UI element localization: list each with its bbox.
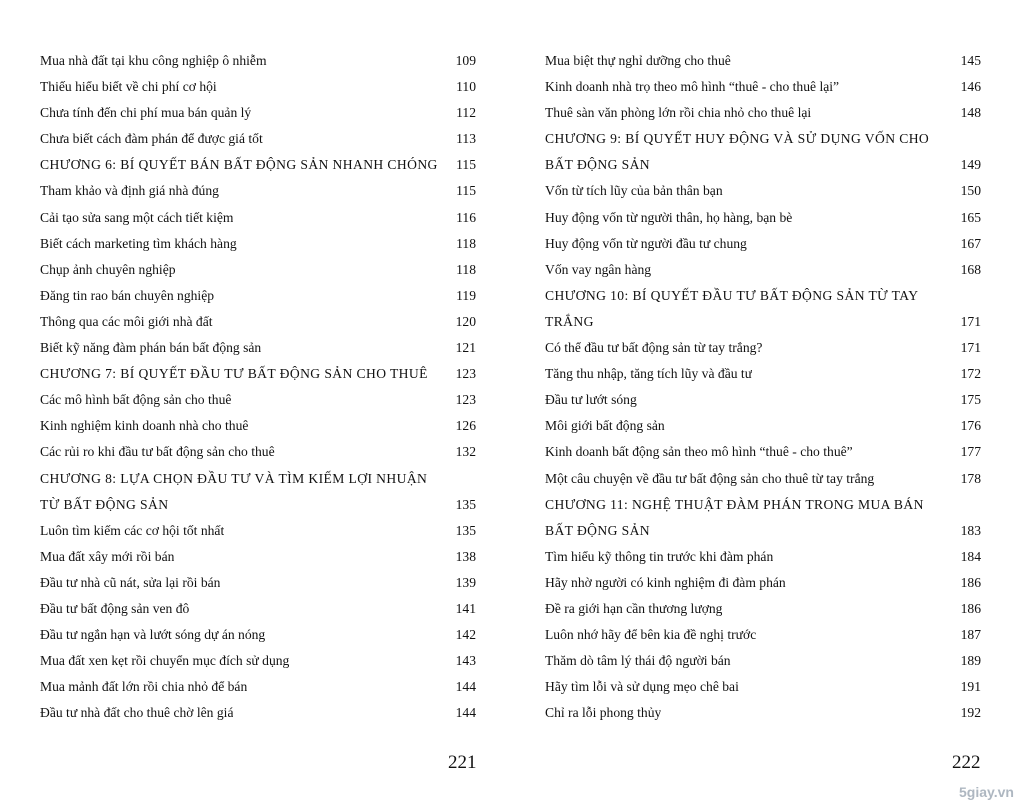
toc-entry [40,596,476,622]
toc-entry-page: 148 [960,105,981,121]
toc-entry-title: Thông qua các môi giới nhà đất [40,313,213,329]
toc-entry [545,48,981,74]
toc-entry [545,387,981,413]
toc-entry-title: Tham khảo và định giá nhà đúng [40,183,219,199]
toc-entry [545,466,981,492]
toc-entry-page: 110 [456,79,476,95]
toc-entry-title: Chỉ ra lỗi phong thủy [545,705,662,721]
toc-entry-title: Mua mảnh đất lớn rồi chia nhỏ để bán [40,679,248,695]
toc-entry-title: Các rủi ro khi đầu tư bất động sản cho thuê [40,444,275,460]
toc-entry-title: Mua đất xen kẹt rồi chuyển mục đích sử dụng [40,653,290,669]
toc-entry-page: 168 [960,261,981,277]
toc-entry-title: Chụp ảnh chuyên nghiệp [40,261,176,277]
toc-entry-title: TRẮNG [545,313,594,329]
toc-entry [545,100,981,126]
toc-entry-page: 118 [456,261,476,277]
toc-entry [545,439,981,465]
toc-entry [40,466,476,492]
toc-entry-title: Đăng tin rao bán chuyên nghiệp [40,287,215,303]
toc-entry-page: 119 [456,287,476,303]
toc-entry-page: 176 [960,418,981,434]
toc-entry-title: Mua đất xây mới rồi bán [40,548,175,564]
right-page-number: 222 [952,752,981,773]
toc-entry [545,544,981,570]
toc-entry-title: CHƯƠNG 11: NGHỆ THUẬT ĐÀM PHÁN TRONG MUA BÁN [545,496,924,512]
toc-entry [545,257,981,283]
toc-entry [40,387,476,413]
toc-entry-page: 177 [960,444,981,460]
toc-entry [545,335,981,361]
toc-entry-page: 121 [455,340,476,356]
toc-entry-page: 144 [455,705,476,721]
toc-entry-page: 175 [960,392,981,408]
toc-entry [40,648,476,674]
toc-entry [40,48,476,74]
toc-entry-title: Kinh doanh bất động sản theo mô hình “thuê - cho thuê” [545,444,853,460]
toc-entry [545,622,981,648]
toc-entry-title: Kinh doanh nhà trọ theo mô hình “thuê - cho thuê lại” [545,79,840,95]
toc-entry [40,518,476,544]
toc-entry-page: 192 [960,705,981,721]
toc-entry [40,700,476,726]
toc-entry-page: 186 [960,600,981,616]
toc-entry-title: Tăng thu nhập, tăng tích lũy và đầu tư [545,366,753,382]
toc-entry [545,570,981,596]
toc-entry-page: 120 [455,313,476,329]
toc-entry-page: 183 [960,522,981,538]
toc-entry-title: Đầu tư nhà cũ nát, sửa lại rồi bán [40,574,221,590]
toc-entry-page: 150 [960,183,981,199]
toc-entry-page: 135 [455,496,476,512]
toc-entry-title: BẤT ĐỘNG SẢN [545,157,651,173]
toc-entry-title: Chưa tính đến chi phí mua bán quản lý [40,105,252,121]
toc-entry [40,492,476,518]
toc-entry-page: 143 [455,653,476,669]
left-page-number: 221 [448,752,477,773]
toc-entry-title: CHƯƠNG 8: LỰA CHỌN ĐẦU TƯ VÀ TÌM KIẾM LỢI NHUẬN [40,470,428,486]
toc-entry-title: Huy động vốn từ người thân, họ hàng, bạn bè [545,209,793,225]
toc-entry [545,492,981,518]
toc-entry-page: 109 [455,53,476,68]
toc-entry-title: Đầu tư nhà đất cho thuê chờ lên giá [40,705,234,721]
toc-entry-title: Thiếu hiểu biết về chi phí cơ hội [40,79,217,95]
toc-entry-page: 116 [456,209,476,225]
toc-entry-title: Thăm dò tâm lý thái độ người bán [545,653,731,669]
toc-entry-page: 149 [960,157,981,173]
watermark-logo: 5giay.vn [959,784,1014,800]
toc-entry [40,413,476,439]
toc-entry-title: Luôn nhớ hãy để bên kia đề nghị trước [545,627,757,643]
toc-entry [40,74,476,100]
toc-entry-title: Vốn từ tích lũy của bản thân bạn [545,183,723,199]
toc-entry-title: Môi giới bất động sản [545,418,665,434]
left-page-toc [40,48,476,726]
toc-entry-page: 135 [455,522,476,538]
toc-entry [545,74,981,100]
toc-entry-page: 144 [455,679,476,695]
toc-entry [40,309,476,335]
toc-entry-title: BẤT ĐỘNG SẢN [545,522,651,538]
toc-entry-title: Tìm hiểu kỹ thông tin trước khi đàm phán [545,548,774,564]
right-page-toc [545,48,981,726]
toc-entry-title: Đầu tư lướt sóng [545,392,637,408]
toc-entry-page: 139 [455,574,476,590]
toc-entry-title: Biết cách marketing tìm khách hàng [40,235,237,251]
toc-entry [545,361,981,387]
toc-entry-page: 113 [456,131,476,147]
toc-entry [545,126,981,152]
toc-entry-page: 146 [960,79,981,95]
toc-entry [40,126,476,152]
toc-entry-page: 132 [455,444,476,460]
toc-entry-title: Đề ra giới hạn cần thương lượng [545,600,723,616]
toc-entry-page: 186 [960,574,981,590]
toc-entry-title: Đầu tư bất động sản ven đô [40,600,190,616]
toc-entry-title: Có thể đầu tư bất động sản từ tay trắng? [545,340,763,356]
toc-entry [545,205,981,231]
toc-entry-title: Vốn vay ngân hàng [545,261,652,277]
toc-entry [545,152,981,178]
toc-entry-title: Biết kỹ năng đàm phán bán bất động sản [40,340,262,356]
toc-entry [40,178,476,204]
toc-entry-title: Hãy nhờ người có kinh nghiệm đi đàm phán [545,574,786,590]
toc-entry [545,648,981,674]
toc-entry [40,674,476,700]
toc-entry-title: Cải tạo sửa sang một cách tiết kiệm [40,209,234,225]
toc-entry [40,361,476,387]
toc-entry [40,439,476,465]
toc-entry [40,335,476,361]
toc-entry-title: CHƯƠNG 7: BÍ QUYẾT ĐẦU TƯ BẤT ĐỘNG SẢN CHO THUÊ [40,366,428,382]
toc-entry-page: 115 [456,183,476,199]
toc-entry [545,674,981,700]
toc-entry-page: 172 [960,366,981,382]
toc-entry-title: CHƯƠNG 6: BÍ QUYẾT BÁN BẤT ĐỘNG SẢN NHANH CHÓNG [40,157,438,173]
toc-entry-page: 171 [960,313,981,329]
toc-entry-page: 112 [456,105,476,121]
toc-entry-page: 123 [455,392,476,408]
toc-entry [40,100,476,126]
toc-entry-page: 187 [960,627,981,643]
toc-entry [545,283,981,309]
toc-entry-page: 141 [455,600,476,616]
toc-entry-title: Kinh nghiệm kinh doanh nhà cho thuê [40,418,249,434]
toc-entry [545,596,981,622]
toc-entry [40,570,476,596]
toc-entry-title: Thuê sàn văn phòng lớn rồi chia nhỏ cho thuê lại [545,105,812,121]
toc-entry-title: Chưa biết cách đàm phán để được giá tốt [40,131,263,147]
toc-entry [40,544,476,570]
toc-entry [545,178,981,204]
toc-entry [545,700,981,726]
toc-entry-title: Luôn tìm kiếm các cơ hội tốt nhất [40,522,225,538]
toc-entry-title: Hãy tìm lỗi và sử dụng mẹo chê bai [545,679,739,695]
toc-entry-title: Huy động vốn từ người đầu tư chung [545,235,747,251]
toc-entry-page: 167 [960,235,981,251]
toc-entry-page: 189 [960,653,981,669]
toc-entry-title: Các mô hình bất động sản cho thuê [40,392,232,408]
toc-entry-page: 118 [456,235,476,251]
toc-entry [40,257,476,283]
toc-entry-page: 123 [455,366,476,382]
toc-entry [40,622,476,648]
toc-entry-page: 178 [960,470,981,486]
toc-entry-title: CHƯƠNG 9: BÍ QUYẾT HUY ĐỘNG VÀ SỬ DỤNG VỐN CHO [545,131,930,147]
toc-entry-title: Mua nhà đất tại khu công nghiệp ô nhiễm [40,53,267,68]
toc-entry-title: Mua biệt thự nghỉ dưỡng cho thuê [545,53,731,68]
toc-entry [545,309,981,335]
toc-entry-page: 165 [960,209,981,225]
toc-entry [40,205,476,231]
toc-entry [40,152,476,178]
toc-entry-title: CHƯƠNG 10: BÍ QUYẾT ĐẦU TƯ BẤT ĐỘNG SẢN TỪ TAY [545,287,919,303]
toc-entry-page: 184 [960,548,981,564]
toc-entry-page: 142 [455,627,476,643]
toc-entry-title: Một câu chuyện về đầu tư bất động sản cho thuê từ tay trắng [545,470,875,486]
toc-entry-title: TỪ BẤT ĐỘNG SẢN [40,496,169,512]
toc-entry [545,413,981,439]
toc-entry [545,518,981,544]
toc-entry [40,231,476,257]
toc-entry [545,231,981,257]
toc-entry-page: 138 [455,548,476,564]
toc-entry-page: 191 [960,679,981,695]
toc-entry-page: 171 [960,340,981,356]
toc-entry-page: 145 [960,53,981,68]
toc-entry-page: 126 [455,418,476,434]
toc-entry [40,283,476,309]
toc-entry-page: 115 [456,157,476,173]
toc-entry-title: Đầu tư ngắn hạn và lướt sóng dự án nóng [40,627,266,643]
